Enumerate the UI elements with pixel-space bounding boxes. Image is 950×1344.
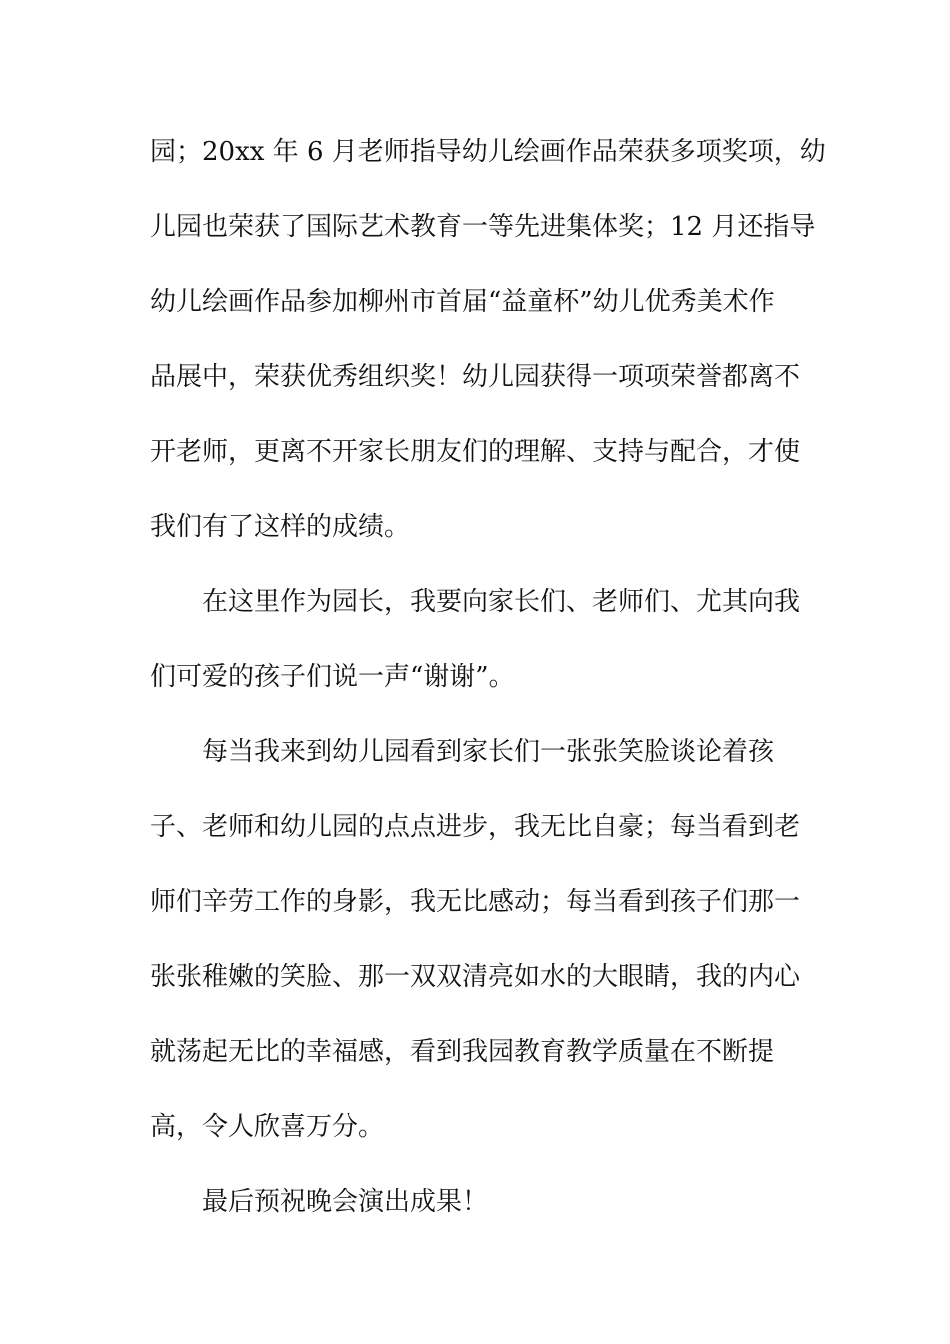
paragraph-line: 幼儿绘画作品参加柳州市首届“益童杯”幼儿优秀美术作 (150, 287, 775, 317)
paragraph-line: 高，令人欣喜万分。 (150, 1112, 385, 1142)
paragraph-line: 张张稚嫩的笑脸、那一双双清亮如水的大眼睛，我的内心 (150, 962, 801, 992)
paragraph-line: 品展中，荣获优秀组织奖！幼儿园获得一项项荣誉都离不 (150, 362, 801, 392)
paragraph-line: 在这里作为园长，我要向家长们、老师们、尤其向我 (202, 587, 801, 617)
paragraph-line: 就荡起无比的幸福感，看到我园教育教学质量在不断提 (150, 1037, 775, 1067)
paragraph-line: 我们有了这样的成绩。 (150, 512, 411, 542)
paragraph-line: 开老师，更离不开家长朋友们的理解、支持与配合，才使 (150, 437, 801, 467)
paragraph-line: 们可爱的孩子们说一声“谢谢”。 (150, 662, 515, 692)
paragraph-line: 儿园也荣获了国际艺术教育一等先进集体奖；12 月还指导 (150, 212, 816, 242)
paragraph-line: 师们辛劳工作的身影，我无比感动；每当看到孩子们那一 (150, 887, 801, 917)
paragraph-line: 子、老师和幼儿园的点点进步，我无比自豪；每当看到老 (150, 812, 801, 842)
paragraph-line: 最后预祝晚会演出成果！ (202, 1187, 489, 1217)
paragraph-line: 园；20xx 年 6 月老师指导幼儿绘画作品荣获多项奖项，幼 (150, 137, 826, 167)
paragraph-line: 每当我来到幼儿园看到家长们一张张笑脸谈论着孩 (202, 737, 775, 767)
